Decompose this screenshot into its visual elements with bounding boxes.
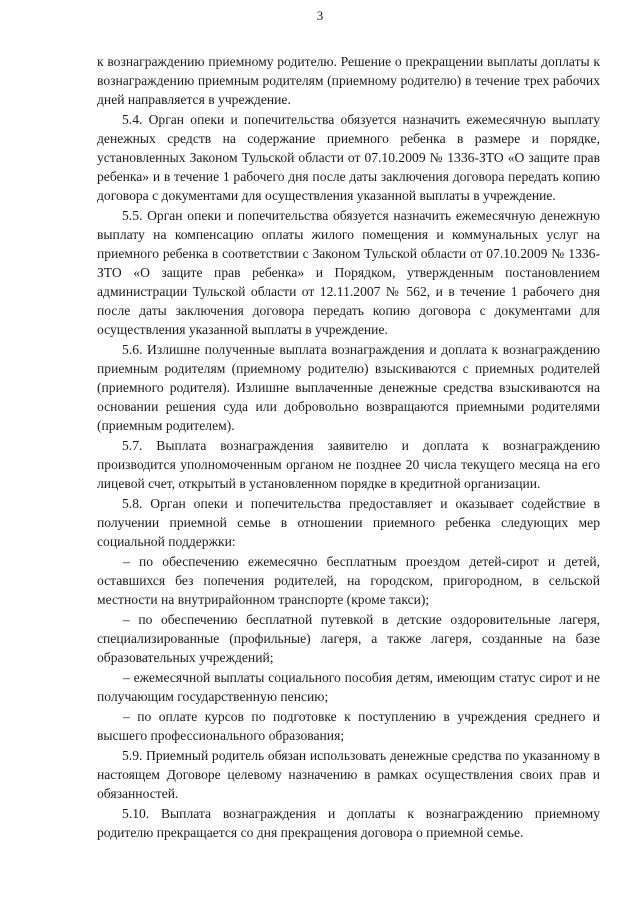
list-item-course-payment: – по оплате курсов по подготовке к поступлению в учреждения среднего и высшего профессионального образования; [97,709,600,743]
paragraph-5-9: 5.9. Приемный родитель обязан использовать денежные средства по указанному в настоящем Договоре целевому назначению в рамках осуществления своих прав и обязанностей. [97,748,600,801]
list-item-free-transport: – по обеспечению ежемесячно бесплатным проездом детей-сирот и детей, оставшихся без попечения родителей, на городском, пригородном, в сельской местности на внутрирайонном транспорте (кроме такси); [97,554,600,607]
paragraph-5-6: 5.6. Излишне полученные выплата вознаграждения и доплата к вознаграждению приемным родителям (приемному родителю) взыскиваются с приемных родителей (приемного родителя). Излишне выплаченные денежные средства взыскиваются на основании решения суда или добровольно возвращаются приемными родителями (приемным родителем). [97,342,600,433]
paragraph-5-4: 5.4. Орган опеки и попечительства обязуется назначить ежемесячную выплату денежных средств на содержание приемного ребенка в размере и порядке, установленных Законом Тульской области от 07.10.2009 № 1336-ЗТО «О защите прав ребенка» и в течение 1 рабочего дня после даты заключения договора передать копию договора с документами для осуществления указанной выплаты в учреждение. [97,112,600,203]
paragraph-5-10: 5.10. Выплата вознаграждения и доплаты к вознаграждению приемному родителю прекращается со дня прекращения договора о приемной семье. [97,806,600,840]
paragraph-5-8: 5.8. Орган опеки и попечительства предоставляет и оказывает содействие в получении приемной семье в отношении приемного ребенка следующих мер социальной поддержки: [97,496,600,549]
paragraph-continuation: к вознаграждению приемному родителю. Решение о прекращении выплаты доплаты к вознаграждению приемным родителям (приемному родителю) в течение трех рабочих дней направляется в учреждение. [97,54,600,107]
page-number: 3 [316,8,324,23]
list-item-camp-voucher: – по обеспечению бесплатной путевкой в детские оздоровительные лагеря, специализированные (профильные) лагеря, а также лагеря, созданные на базе образовательных учреждений; [97,612,600,665]
document-body [97,52,600,843]
paragraph-5-5: 5.5. Орган опеки и попечительства обязуется назначить ежемесячную денежную выплату на компенсацию оплаты жилого помещения и коммунальных услуг на приемного ребенка в соответствии с Законом Тульской области от 07.10.2009 № 1336-ЗТО «О защите прав ребенка» и Порядком, утвержденным постановлением администрации Тульской области от 12.11.2007 № 562, и в течение 1 рабочего дня после даты заключения договора передать копию договора с документами для осуществления указанной выплаты в учреждение. [97,208,600,337]
paragraph-5-7: 5.7. Выплата вознаграждения заявителю и доплата к вознаграждению производится уполномоченным органом не позднее 20 числа текущего месяца на его лицевой счет, открытый в установленном порядке в кредитной организации. [97,438,600,491]
list-item-social-allowance: – ежемесячной выплаты социального пособия детям, имеющим статус сирот и не получающим государственную пенсию; [97,670,600,704]
